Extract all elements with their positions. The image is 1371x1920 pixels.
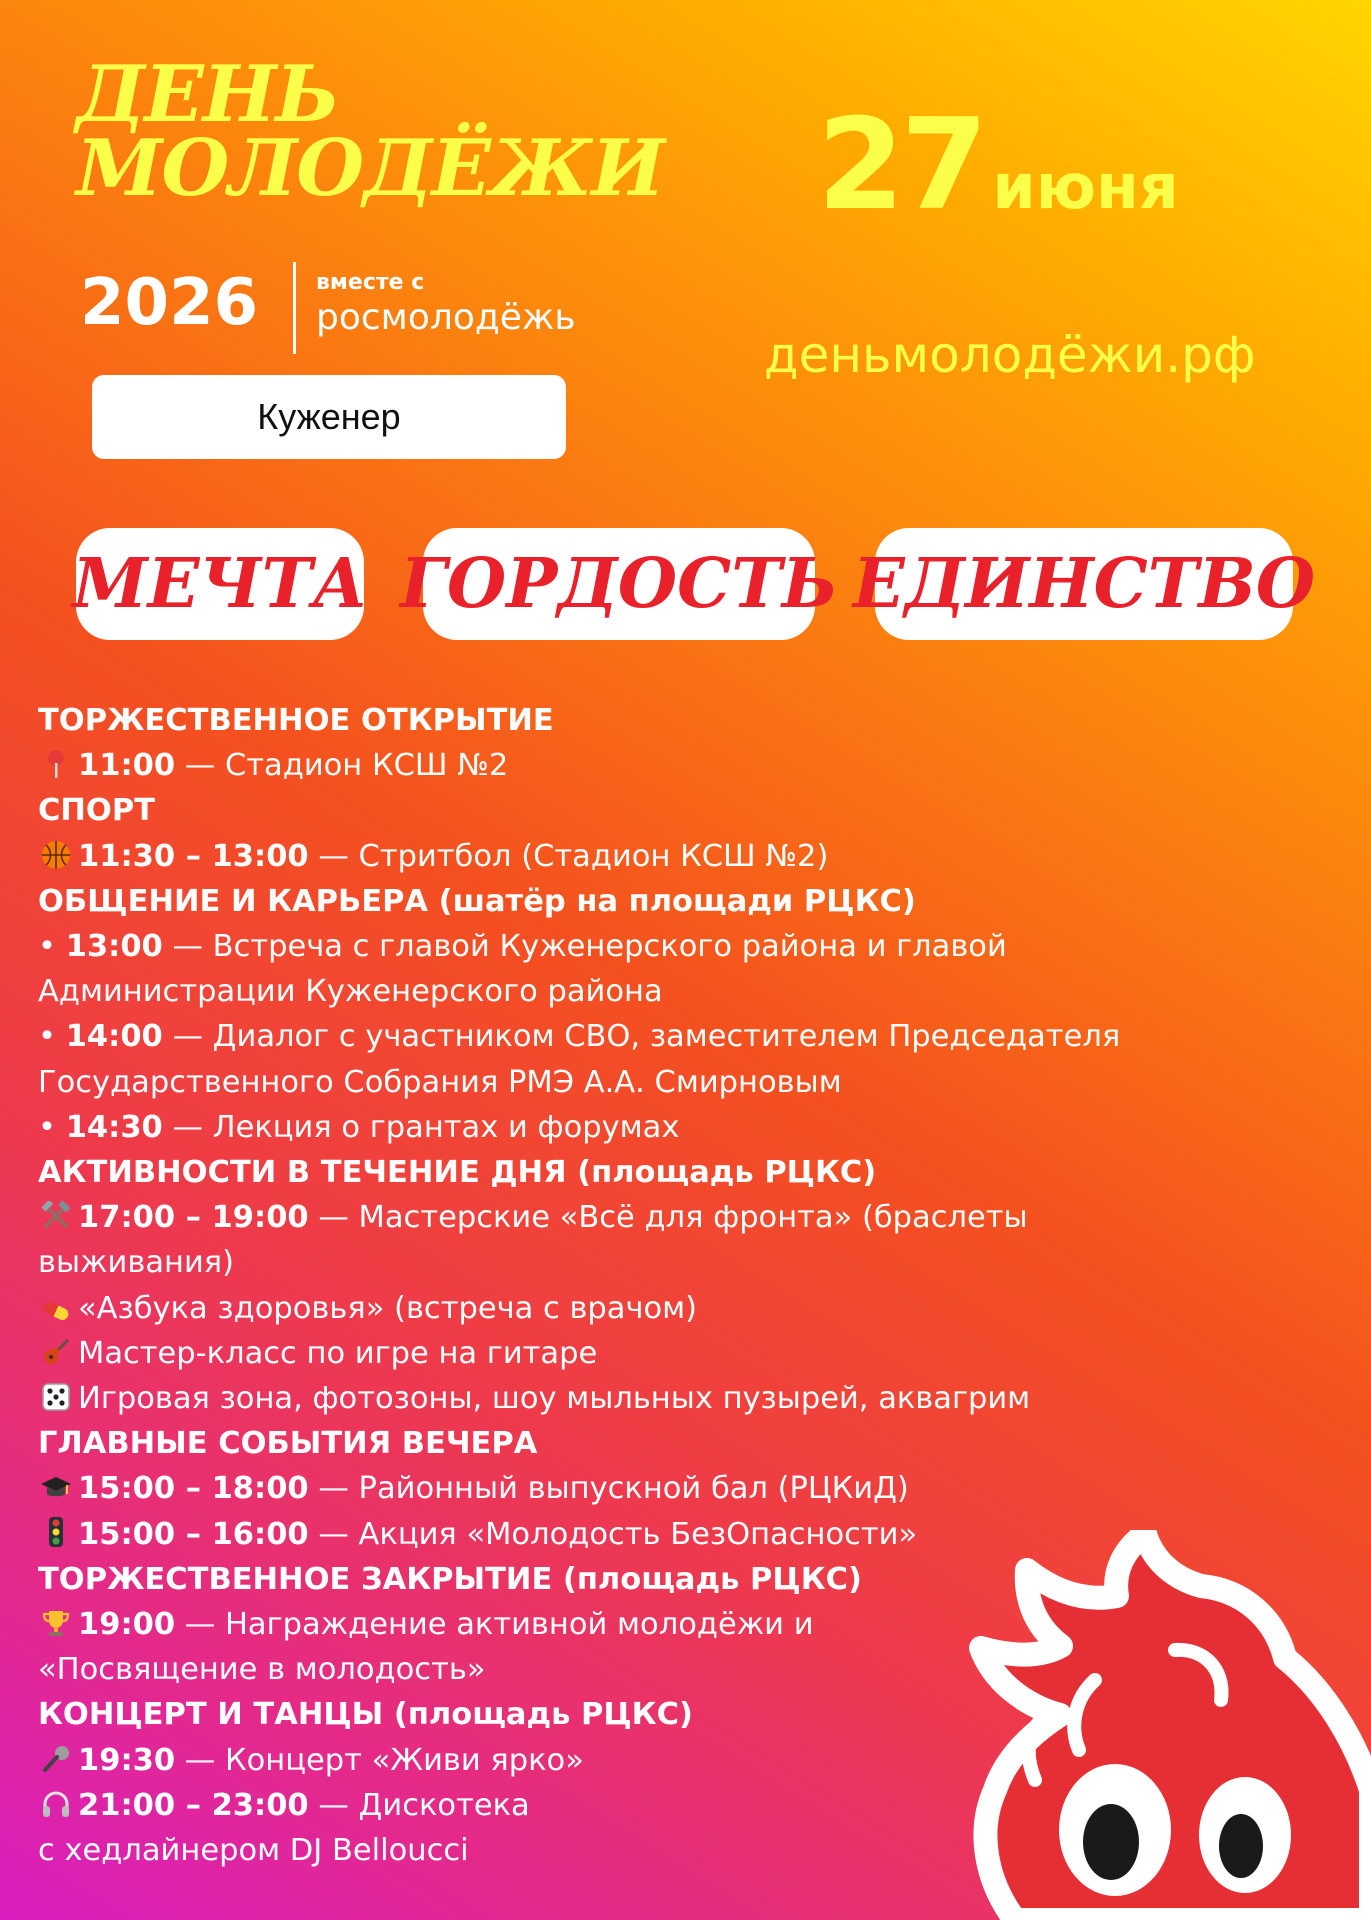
schedule-item-continued: Администрации Куженерского района bbox=[38, 974, 663, 1010]
schedule-item bbox=[38, 834, 1278, 879]
event-text: — Концерт «Живи ярко» bbox=[175, 1742, 584, 1778]
logo-title bbox=[76, 49, 665, 214]
section-title: ОБЩЕНИЕ И КАРЬЕРА (шатёр на площади РЦКС) bbox=[38, 883, 916, 919]
event-text: — Встреча с главой Куженерского района и главой bbox=[162, 929, 1007, 965]
schedule-item-continued: с хедлайнером DJ Belloucci bbox=[38, 1833, 469, 1869]
location-badge bbox=[92, 375, 566, 459]
schedule-item bbox=[38, 1105, 1278, 1150]
schedule-item bbox=[38, 743, 1278, 788]
event-text: — Диалог с участником СВО, заместителем Председателя bbox=[162, 1019, 1121, 1055]
tagline-text: ГОРДОСТЬ bbox=[400, 544, 838, 624]
basketball-icon bbox=[38, 840, 74, 871]
mascot-figure bbox=[945, 1530, 1371, 1920]
schedule-item bbox=[38, 1376, 1278, 1421]
section-title: АКТИВНОСТИ В ТЕЧЕНИЕ ДНЯ (площадь РЦКС) bbox=[38, 1155, 877, 1191]
website-link[interactable]: деньмолодёжи.рф bbox=[764, 326, 1256, 384]
tagline-badge bbox=[400, 528, 838, 640]
bullet: • bbox=[38, 929, 66, 965]
tagline-text: МЕЧТА bbox=[72, 544, 368, 624]
microphone-icon bbox=[38, 1744, 74, 1775]
schedule-item bbox=[38, 924, 1278, 969]
pill-icon bbox=[38, 1295, 74, 1323]
event-time: 19:00 bbox=[78, 1607, 176, 1643]
date-number: 27 bbox=[817, 91, 985, 238]
event-time: 14:30 bbox=[65, 1109, 163, 1145]
schedule-item-continued: Государственного Собрания РМЭ А.А. Смирновым bbox=[38, 1064, 842, 1100]
event-time: 11:30 – 13:00 bbox=[78, 838, 309, 874]
event-text: Мастер-класс по игре на гитаре bbox=[78, 1335, 598, 1371]
event-text: Игровая зона, фотозоны, шоу мыльных пузырей, аквагрим bbox=[78, 1381, 1031, 1417]
schedule-item bbox=[38, 1014, 1278, 1059]
schedule-item bbox=[38, 1286, 1278, 1331]
bullet: • bbox=[38, 1109, 66, 1145]
graduation-cap-icon bbox=[38, 1474, 74, 1503]
event-time: 15:00 – 18:00 bbox=[78, 1471, 309, 1507]
event-time: 21:00 – 23:00 bbox=[78, 1787, 309, 1823]
event-text: — Стритбол (Стадион КСШ №2) bbox=[308, 838, 829, 874]
event-text: — Награждение активной молодёжи и bbox=[175, 1607, 814, 1643]
schedule-item-continued: выживания) bbox=[38, 1245, 235, 1281]
guitar-icon bbox=[38, 1337, 74, 1368]
logo-title-line2: МОЛОДЁЖИ bbox=[76, 123, 665, 214]
event-text: — Мастерские «Всё для фронта» (браслеты bbox=[308, 1200, 1028, 1236]
schedule-item bbox=[38, 1331, 1278, 1376]
section-title: ТОРЖЕСТВЕННОЕ ОТКРЫТИЕ bbox=[38, 703, 554, 738]
event-text: «Азбука здоровья» (встреча с врачом) bbox=[78, 1290, 698, 1326]
tools-icon bbox=[38, 1201, 74, 1232]
event-time: 19:30 bbox=[78, 1742, 176, 1778]
pin-icon bbox=[38, 749, 74, 780]
logo-divider bbox=[293, 262, 296, 354]
event-time: 13:00 bbox=[65, 929, 163, 965]
traffic-light-icon bbox=[38, 1516, 74, 1549]
event-time: 14:00 bbox=[65, 1019, 163, 1055]
headphones-icon bbox=[38, 1789, 74, 1820]
event-text: — Акция «Молодость БезОпасности» bbox=[308, 1516, 918, 1552]
dice-icon bbox=[38, 1382, 74, 1413]
event-text: — Стадион КСШ №2 bbox=[175, 748, 509, 784]
event-time: 11:00 bbox=[78, 748, 176, 784]
schedule-item-continued: «Посвящение в молодость» bbox=[38, 1652, 486, 1688]
tagline-badge bbox=[852, 528, 1316, 640]
section-title: СПОРТ bbox=[38, 793, 155, 829]
event-date bbox=[817, 91, 1179, 238]
tagline-text: ЕДИНСТВО bbox=[852, 544, 1316, 624]
year: 2026 bbox=[80, 266, 259, 340]
schedule-item bbox=[38, 1195, 1278, 1240]
event-text: — Лекция о грантах и форумах bbox=[162, 1109, 680, 1145]
event-time: 15:00 – 16:00 bbox=[78, 1516, 309, 1552]
tagline-badge bbox=[72, 528, 368, 640]
date-month: июня bbox=[992, 150, 1179, 223]
section-title: ТОРЖЕСТВЕННОЕ ЗАКРЫТИЕ (площадь РЦКС) bbox=[38, 1561, 862, 1597]
trophy-icon bbox=[38, 1608, 74, 1639]
section-title: ГЛАВНЫЕ СОБЫТИЯ ВЕЧЕРА bbox=[38, 1426, 538, 1462]
event-text: — Дискотека bbox=[308, 1787, 530, 1823]
location-label: Куженер bbox=[257, 396, 401, 437]
with-label: вместе с bbox=[316, 270, 425, 295]
schedule-item bbox=[38, 1466, 1278, 1511]
event-text: — Районный выпускной бал (РЦКиД) bbox=[308, 1471, 909, 1507]
partner-label: росмолодёжь bbox=[316, 297, 576, 338]
logo-title-line1: ДЕНЬ bbox=[76, 49, 339, 140]
bullet: • bbox=[38, 1019, 66, 1055]
section-title: КОНЦЕРТ И ТАНЦЫ (площадь РЦКС) bbox=[38, 1697, 693, 1733]
event-time: 17:00 – 19:00 bbox=[78, 1200, 309, 1236]
